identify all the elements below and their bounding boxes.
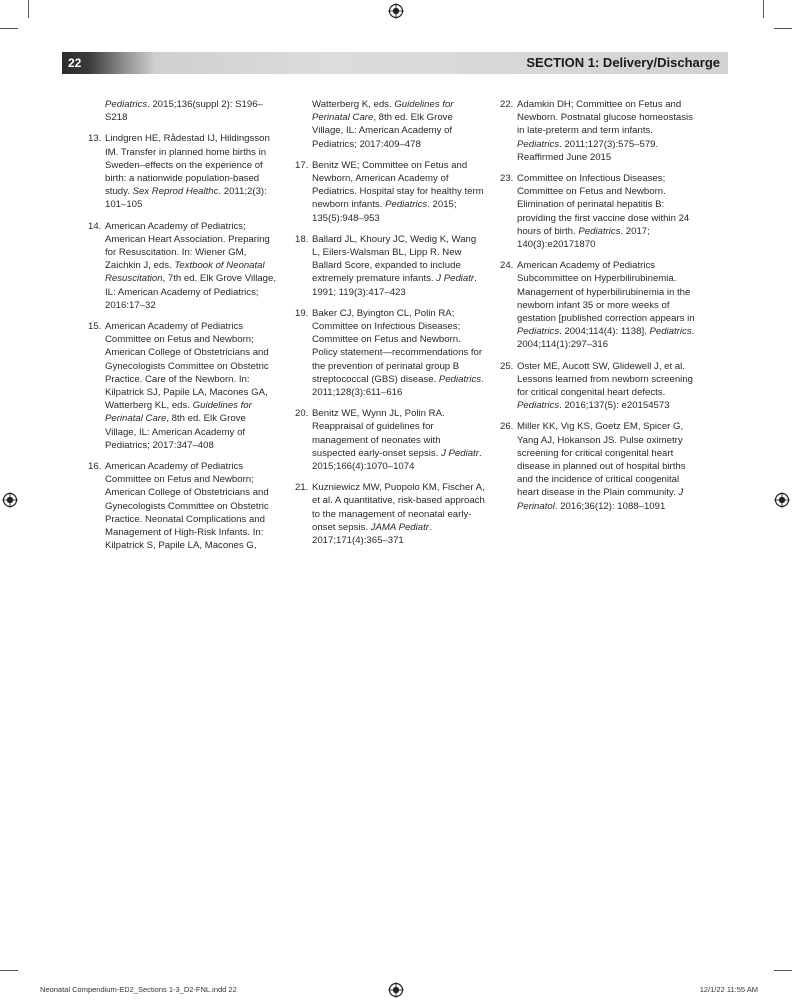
reference-item (295, 307, 485, 399)
crop-mark (763, 0, 764, 18)
reference-item (500, 259, 700, 351)
reference-text: Kuzniewicz MW, Puopolo KM, Fischer A, et al. A quantitative, risk-based approach to the management of neonatal early-onset sepsis. (312, 482, 485, 533)
reference-citation-tail: . 2004;114(4): 1138]. (559, 326, 647, 338)
reference-number: 15. (88, 321, 102, 333)
reference-column-1 (88, 98, 278, 561)
crop-mark (0, 28, 18, 29)
reference-journal: Pediatrics (105, 99, 148, 110)
reference-text: Oster ME, Aucott SW, Glidewell J, et al. Lessons learned from newborn screening for critical congenital heart defects. (517, 360, 693, 399)
reference-item (88, 220, 278, 312)
reference-column-2 (295, 98, 485, 555)
reference-number: 25. (500, 360, 514, 372)
reference-book-title: Guidelines for Perinatal Care (105, 400, 252, 425)
page-number: 22 (68, 56, 82, 70)
reference-journal: Sex Reprod Healthc (132, 186, 219, 198)
reference-journal: J Perinatol (517, 487, 684, 512)
registration-mark-icon (388, 982, 404, 998)
reference-item (295, 407, 485, 473)
reference-text: Adamkin DH; Committee on Fetus and Newborn. Postnatal glucose homeostasis in late-preterm and term infants. (517, 99, 693, 137)
reference-text: Lindgren HE, Rådestad IJ, Hildingsson IM. Transfer in planned home births in Sweden–effects on the experience of birth: a nationwide population-based study. (105, 133, 270, 198)
reference-number: 19. (295, 307, 309, 319)
reference-citation-tail: . 2016;36(12): 1088–1091 (554, 500, 666, 512)
reference-book-title: Textbook of Neonatal Resuscitation (105, 260, 265, 285)
reference-journal: J Pediatr (436, 273, 475, 285)
reference-continuation (88, 98, 278, 124)
reference-item (500, 98, 700, 164)
reference-citation-tail: . 2004;114(1):297–316 (517, 326, 695, 351)
reference-number: 16. (88, 461, 102, 473)
reference-text: Miller KK, Vig KS, Goetz EM, Spicer G, Yang AJ, Hokanson JS. Pulse oximetry screening for critical congenital heart disease in planned out of hospital births and the incidence of critical congenital heart disease in the Plain community. (517, 421, 686, 499)
reference-item (295, 233, 485, 299)
footer-file-slug: Neonatal Compendium-ED2_Sections 1-3_D2-FNL.indd 22 (40, 985, 237, 994)
reference-item (88, 460, 278, 552)
reference-citation-tail: . 2017;171(4):365–371 (312, 521, 432, 547)
reference-citation-tail: . 2015; 135(5):948–953 (312, 199, 457, 224)
reference-number: 18. (295, 233, 309, 245)
reference-citation-tail: . 2017; 140(3):e20171870 (517, 225, 650, 251)
reference-item (500, 360, 700, 413)
crop-mark (774, 970, 792, 971)
crop-mark (28, 0, 29, 18)
reference-item (295, 159, 485, 225)
reference-citation-tail: . 2011;127(3):575–579. Reaffirmed June 2015 (517, 138, 659, 163)
reference-text: Watterberg K, eds. (312, 99, 392, 110)
reference-item (500, 420, 700, 512)
reference-citation-tail: , 8th ed. Elk Grove Village, IL: American Academy of Pediatrics; 2017:409–478 (312, 112, 453, 150)
reference-journal: Pediatrics (438, 373, 482, 385)
reference-citation-tail: . 2015;136(suppl 2): S196–S218 (105, 99, 263, 124)
reference-item (500, 172, 700, 251)
reference-citation-tail: . 2011;2(3): 101–105 (105, 186, 267, 211)
reference-journal: Pediatrics (578, 225, 621, 237)
reference-text: American Academy of Pediatrics Committee on Fetus and Newborn; American College of Obstetricians and Gynecologists Committee on Obstetric Practice. Care of the Newborn. In: Kilpatrick SJ, Papile LA, Macones GA, Watterberg KL, eds. (105, 321, 269, 412)
reference-journal: Pediatrics (517, 326, 560, 338)
reference-citation-tail: . 1991; 119(3):417–423 (312, 273, 477, 298)
reference-number: 17. (295, 159, 309, 171)
reference-citation-tail: , 8th ed. Elk Grove Village, IL: American Academy of Pediatrics; 2017:347–408 (105, 413, 246, 451)
reference-item (88, 132, 278, 211)
reference-number: 22. (500, 99, 514, 110)
reference-number: 23. (500, 173, 514, 185)
registration-mark-icon (388, 3, 404, 19)
crop-mark (774, 28, 792, 29)
reference-book-title: Guidelines for Perinatal Care (312, 99, 454, 124)
reference-citation-tail: . 2016;137(5): e20154573 (559, 400, 670, 412)
reference-journal: J Pediatr (441, 447, 479, 459)
reference-text: Committee on Infectious Diseases; Committee on Fetus and Newborn. Elimination of perinatal hepatitis B: providing the first vaccine dose within 24 hours of birth. (517, 173, 690, 237)
reference-journal: Pediatrics (517, 138, 560, 150)
crop-mark (0, 970, 18, 971)
reference-citation-tail: , 7th ed. Elk Grove Village, IL: American Academy of Pediatrics; 2016:17–32 (105, 273, 277, 311)
reference-number: 24. (500, 260, 514, 272)
reference-item (295, 481, 485, 547)
reference-journal: Pediatrics (649, 326, 692, 338)
reference-text: American Academy of Pediatrics Committee on Fetus and Newborn; American College of Obstetricians and Gynecologists Committee on Obstetric Practice. Neonatal Complications and Management of High-Risk Infants. In: Kilpatrick S, Papile LA, Macones G, (105, 461, 269, 552)
reference-journal: JAMA Pediatr (370, 521, 429, 533)
reference-number: 14. (88, 220, 102, 232)
reference-continuation (295, 98, 485, 151)
reference-number: 26. (500, 421, 514, 433)
reference-column-3 (500, 98, 700, 521)
reference-text: American Academy of Pediatrics Subcommittee on Hyperbilirubinemia. Management of hyperbilirubinemia in the newborn infant 35 or more weeks of gestation [published correction appears in (517, 260, 695, 325)
reference-text: American Academy of Pediatrics; American Heart Association. Preparing for Resuscitation. In: Wiener GM, Zaichkin J, eds. (105, 220, 270, 272)
section-title: SECTION 1: Delivery/Discharge (526, 55, 720, 70)
registration-mark-icon (2, 492, 18, 508)
reference-text: Benitz WE; Committee on Fetus and Newborn, American Academy of Pediatrics. Hospital stay for healthy term newborn infants. (312, 159, 484, 211)
reference-journal: Pediatrics (517, 400, 560, 412)
reference-number: 13. (88, 133, 102, 145)
reference-number: 21. (295, 482, 309, 494)
registration-mark-icon (774, 492, 790, 508)
footer-date-stamp: 12/1/22 11:55 AM (699, 985, 758, 994)
reference-text: Benitz WE, Wynn JL, Polin RA. Reappraisal of guidelines for management of neonates with suspected early-onset sepsis. (312, 408, 445, 459)
reference-text: Baker CJ, Byington CL, Polin RA; Committee on Infectious Diseases; Committee on Fetus and Newborn. Policy statement—recommendations for the prevention of perinatal group B streptococcal (GBS) disease. (312, 307, 483, 385)
reference-text: Ballard JL, Khoury JC, Wedig K, Wang L, Eilers-Walsman BL, Lipp R. New Ballard Score, expanded to include extremely premature infants. (312, 233, 477, 285)
reference-number: 20. (295, 408, 309, 420)
reference-citation-tail: . 2015;166(4):1070–1074 (312, 447, 482, 473)
reference-citation-tail: . 2011;128(3):611–616 (312, 373, 484, 399)
reference-item (88, 320, 278, 452)
reference-journal: Pediatrics (385, 199, 428, 211)
